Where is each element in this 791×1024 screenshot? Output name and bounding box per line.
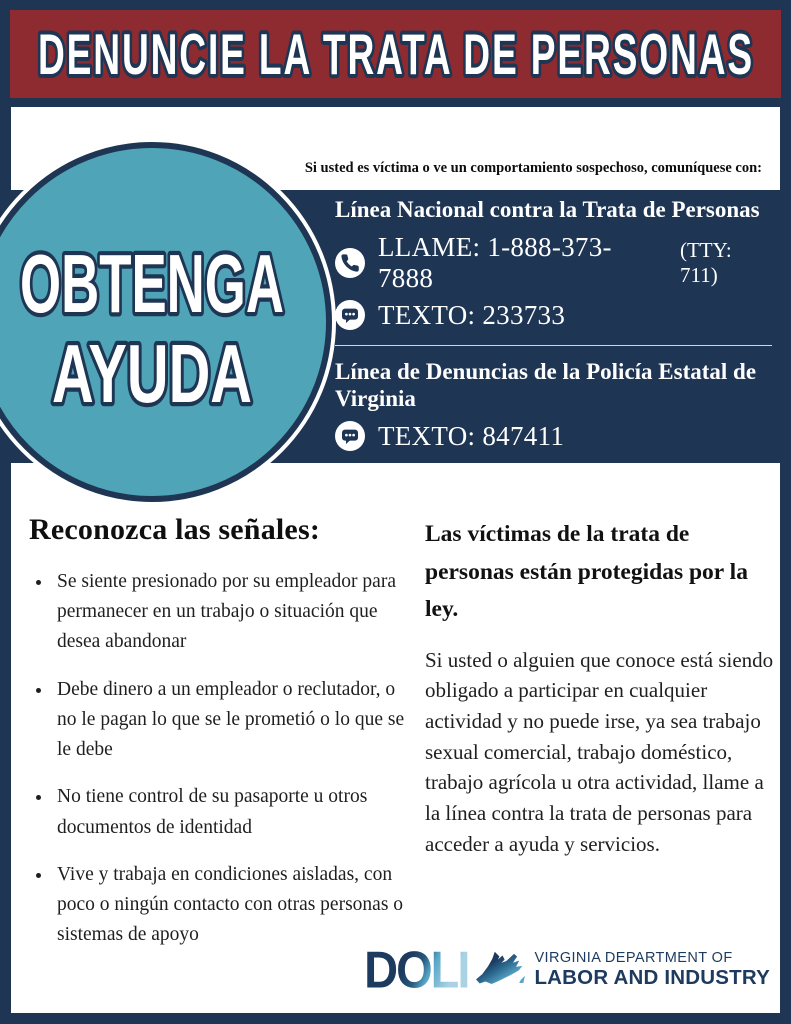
badge-line2: AYUDA (51, 331, 252, 417)
call-number: LLAME: 1-888-373-7888 (378, 231, 612, 293)
virginia-shape-icon (475, 947, 527, 993)
list-item: • No tiene control de su pasaporte u otros documentos de identidad (53, 782, 405, 842)
text-number-state: TEXTO: 847411 (378, 420, 565, 451)
text-row-national (335, 300, 773, 331)
header-banner (10, 10, 781, 98)
badge-line1: OBTENGA (19, 241, 284, 327)
signals-list (29, 567, 405, 950)
text-number-national: TEXTO: 233733 (378, 299, 566, 330)
protection-body: Si usted o alguien que conoce está siendo obligado a participar en cualquier actividad y no puede irse, ya sea trabajo sexual comercial, trabajo doméstico, trabajo agrícola u otra actividad, llame a la línea contra la trata de personas para acceder a ayuda y servicios. (425, 647, 774, 856)
protection-heading: Las víctimas de la trata de personas están protegidas por la ley. (425, 521, 748, 623)
list-item: • Debe dinero a un empleador o reclutador, o no le pagan lo que se le prometió o lo que se le debe (53, 675, 405, 766)
call-row (335, 232, 773, 294)
signals-column (29, 513, 405, 967)
logo-dept-line: VIRGINIA DEPARTMENT OF (534, 950, 733, 967)
intro-text: Si usted es víctima o ve un comportamiento sospechoso, comuníquese con: (304, 160, 762, 176)
signals-heading: Reconozca las señales: (29, 513, 321, 546)
bottom-bar (0, 1013, 791, 1024)
header-title-svg (22, 21, 770, 87)
list-item: • Se siente presionado por su empleador para permanecer en un trabajo o situación que desea abandonar (53, 567, 405, 658)
contact-divider (335, 345, 772, 346)
tty-number: (TTY: 711) (679, 237, 732, 287)
national-hotline-title: Línea Nacional contra la Trata de Personas (335, 197, 760, 222)
get-help-badge (0, 142, 332, 502)
page-title: DENUNCIE LA TRATA DE PERSONAS (37, 23, 754, 87)
contact-panel (335, 196, 773, 458)
logo-name-line: LABOR AND INDUSTRY (534, 965, 770, 989)
badge-line1-svg (2, 241, 302, 327)
text-row-state (335, 421, 773, 452)
badge-line2-svg (2, 331, 302, 417)
chat-icon (335, 300, 365, 330)
protection-column (425, 516, 775, 859)
list-item: • Vive y trabaja en condiciones aisladas, con poco o ningún contacto con otras personas o sistemas de apoyo (53, 860, 405, 951)
chat-icon (335, 421, 365, 451)
logo-text (534, 951, 770, 989)
doli-acronym: DOLI (364, 940, 469, 999)
phone-icon (335, 248, 365, 278)
state-hotline-title: Línea de Denuncias de la Policía Estatal de Virginia (335, 358, 757, 412)
doli-logo (364, 940, 770, 999)
